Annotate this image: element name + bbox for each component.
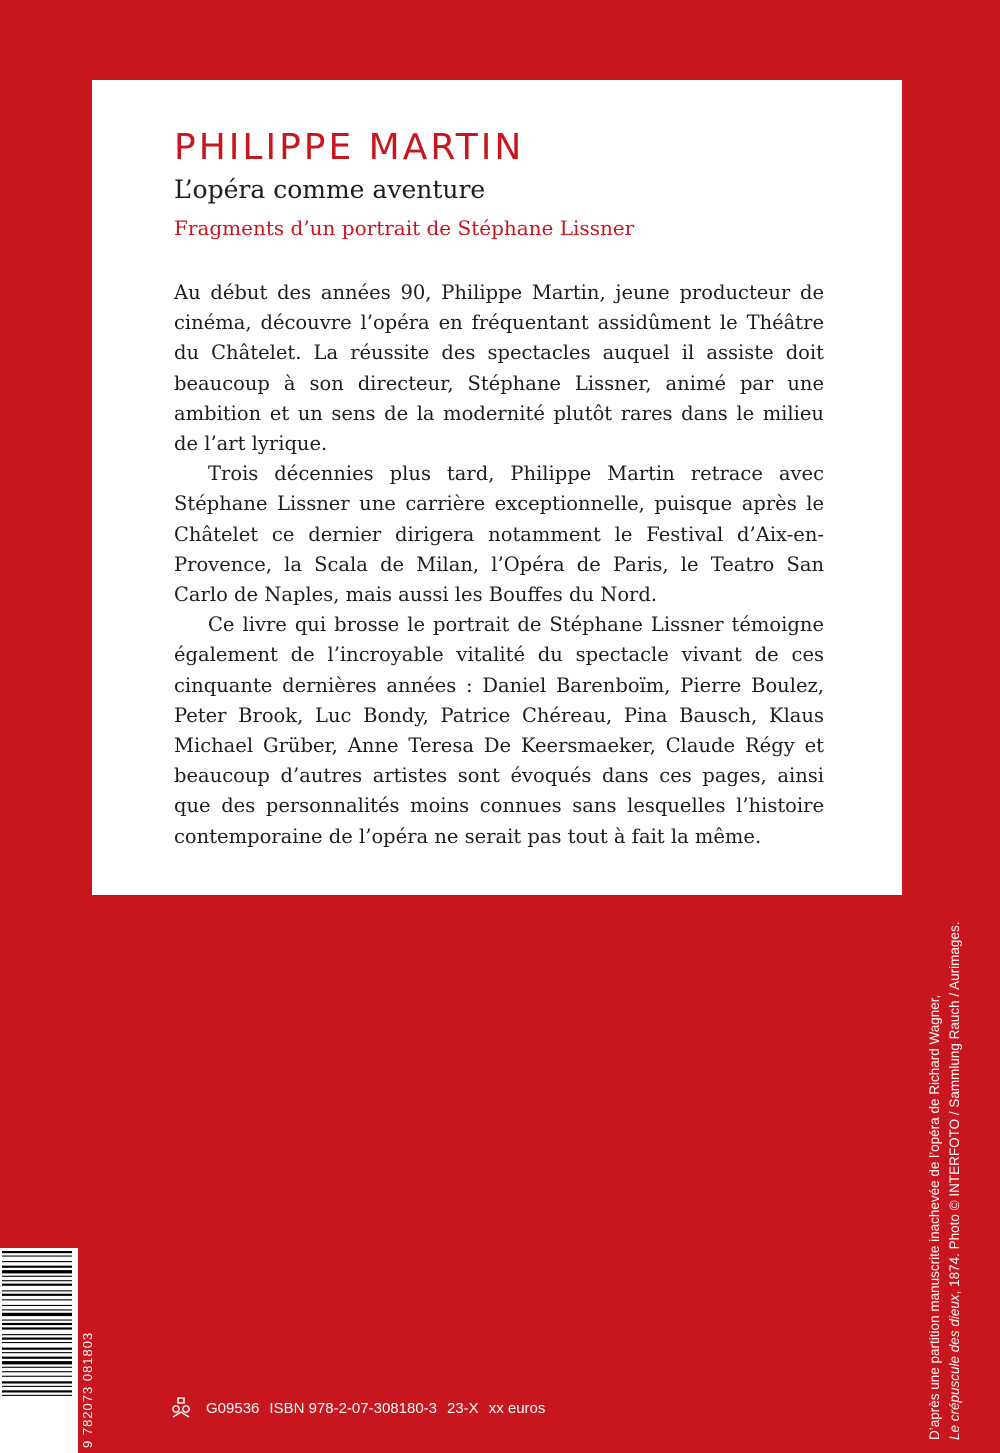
product-code: G09536 <box>206 1399 260 1417</box>
publisher-logo-icon <box>170 1397 192 1419</box>
barcode-bar <box>2 1381 72 1383</box>
barcode-bar <box>2 1361 72 1364</box>
barcode-bar <box>2 1390 72 1392</box>
barcode-number: 9 782073 081803 <box>80 1331 95 1448</box>
barcode-bar <box>2 1386 72 1387</box>
category-code: 23-X <box>447 1399 479 1417</box>
book-title: L’opéra comme aventure <box>174 175 486 204</box>
barcode-bar <box>2 1320 72 1321</box>
barcode-bar <box>2 1309 72 1310</box>
barcode-bar <box>2 1294 72 1296</box>
barcode-bar <box>2 1270 72 1273</box>
barcode-bar <box>2 1367 72 1368</box>
barcode-bar <box>2 1251 72 1253</box>
blurb <box>174 278 824 852</box>
blurb-paragraph-1: Au début des années 90, Philippe Martin, jeune producteur de cinéma, découvre l’opéra en fréquentant assidûment le Théâtre du Châtelet. La réussite des spectacles auquel il assiste doit beaucoup à son directeur, Stéphane Lissner, animé par une ambition et un sens de la modernité plutôt rares dans le milieu de l’art lyrique. <box>174 281 824 456</box>
author-name: PHILIPPE MARTIN <box>174 127 525 168</box>
barcode-bar <box>2 1352 72 1353</box>
barcode-bar <box>2 1395 72 1396</box>
credit-line-2 <box>945 880 965 1440</box>
isbn: ISBN 978-2-07-308180-3 <box>269 1399 437 1417</box>
barcode-bar <box>2 1290 72 1291</box>
book-subtitle: Fragments d’un portrait de Stéphane Lissner <box>174 216 635 240</box>
barcode-bar <box>2 1327 72 1329</box>
barcode-bar <box>2 1323 72 1325</box>
barcode-bar <box>2 1284 72 1286</box>
barcode-bar <box>2 1261 72 1262</box>
blurb-paragraph-2: Trois décennies plus tard, Philippe Martin retrace avec Stéphane Lissner une carrière exceptionnelle, puisque après le Châtelet ce dernier dirigera notamment le Festival d’Aix-en-Provence, la Scala de Milan, l’Opéra de Paris, le Teatro San Carlo de Naples, mais aussi les Bouffes du Nord. <box>174 462 824 607</box>
barcode-bar <box>2 1371 72 1372</box>
barcode-bar <box>2 1266 72 1268</box>
barcode-bar <box>2 1299 72 1300</box>
barcode-bar <box>2 1338 72 1340</box>
image-credit <box>925 880 965 1440</box>
barcode-bar <box>2 1357 72 1359</box>
barcode-bar <box>2 1348 72 1350</box>
barcode-bar <box>2 1305 72 1306</box>
barcode-bar <box>2 1334 72 1335</box>
barcode <box>0 1248 78 1453</box>
publisher-line <box>170 1397 555 1419</box>
barcode-bars <box>2 1248 76 1453</box>
text-panel <box>92 80 902 895</box>
price: xx euros <box>488 1399 546 1417</box>
barcode-bar <box>2 1376 72 1377</box>
blurb-paragraph-3: Ce livre qui brosse le portrait de Stéphane Lissner témoigne également de l’incroyable vitalité du spectacle vivant de ces cinquante dernières années : Daniel Barenboïm, Pierre Boulez, Peter Brook, Luc Bondy, Patrice Chéreau, Pina Bausch, Klaus Michael Grüber, Anne Teresa De Keersmaeker, Claude Régy et beaucoup d’autres artistes sont évoqués dans ces pages, ainsi que des personnalités moins connues sans lesquelles l’histoire contemporaine de l’opéra ne serait pas tout à fait la même. <box>174 613 824 848</box>
barcode-bar <box>2 1342 72 1343</box>
barcode-bar <box>2 1280 72 1281</box>
credit-photo: , 1874. Photo © INTERFOTO / Sammlung Rauch / Aurimages. <box>947 921 962 1295</box>
barcode-bar <box>2 1313 72 1316</box>
barcode-bar <box>2 1256 72 1257</box>
credit-line-1: D’après une partition manuscrite inachevée de l’opéra de Richard Wagner, <box>927 994 942 1440</box>
barcode-bar <box>2 1276 72 1277</box>
credit-work-title: Le crépuscule des dieux <box>947 1294 962 1440</box>
